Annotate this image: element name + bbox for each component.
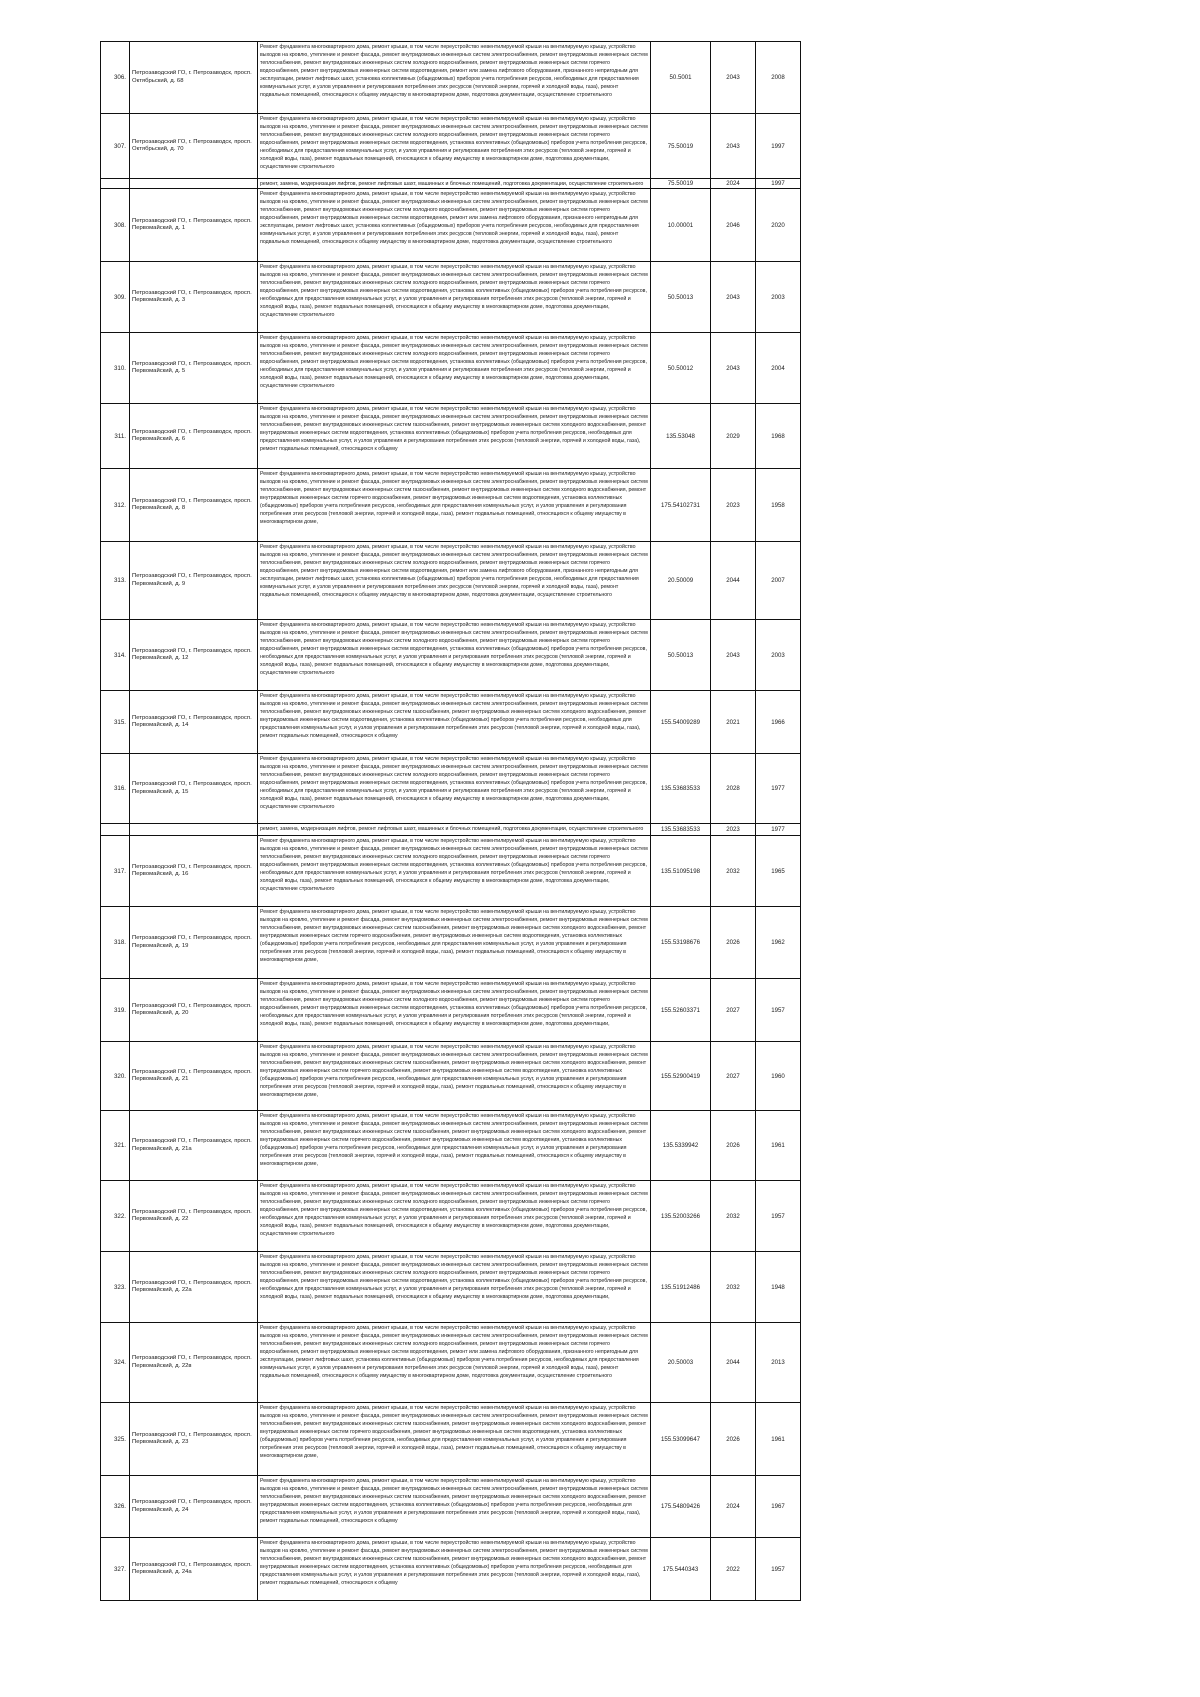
work-description-text: Ремонт фундамента многоквартирного дома, ремонт крыши, в том числе переустройство невентилируемой крыши на вентилируемую крышу, устройство выходов на кровлю, утепление и ремонт фасада, ремонт внутридомовых инженерных систем электроснабжения, ремонт внутридомовых инженерных систем теплоснабжения, ремонт внутридомовых инженерных систем холодного водоснабжения, ремонт внутридомовых инженерных систем горячего водоснабжения, ремонт внутридомовых инженерных систем водоотведения, ремонт или замена лифтового оборудования, признанного непригодным для эксплуатации, ремонт лифтовых шахт, установка коллективных (общедомовых) приборов учета потребления ресурсов, необходимых для предоставления коммунальных услуг, и узлов управления и регулирования потребления этих ресурсов (тепловой энергии, горячей и холодной воды, газа), ремонт подвальных помещений, относящихся к общему имуществу в многоквартирном доме, подготовка документации, осуществление строительного	[260, 1325, 648, 1379]
work-description-text: Ремонт фундамента многоквартирного дома, ремонт крыши, в том числе переустройство невентилируемой крыши на вентилируемую крышу, устройство выходов на кровлю, утепление и ремонт фасада, ремонт внутридомовых инженерных систем электроснабжения, ремонт внутридомовых инженерных систем теплоснабжения, ремонт внутридомовых инженерных систем газоснабжения, ремонт внутридомовых инженерных систем холодного водоснабжения, ремонт внутридомовых инженерных систем горячего водоснабжения, ремонт внутридомовых инженерных систем водоотведения, установка коллективных (общедомовых) приборов учета потребления ресурсов, необходимых для предоставления коммунальных услуг, и узлов управления и регулирования потребления этих ресурсов (тепловой энергии, горячей и холодной воды, газа), ремонт подвальных помещений, относящихся к общему имуществу в многоквартирном доме,	[260, 1113, 648, 1167]
work-description-text: ремонт, замена, модернизация лифтов, ремонт лифтовых шахт, машинных и блочных помещений, подготовка документации, осуществление строительного	[260, 826, 644, 832]
work-description-text: Ремонт фундамента многоквартирного дома, ремонт крыши, в том числе переустройство невентилируемой крыши на вентилируемую крышу, устройство выходов на кровлю, утепление и ремонт фасада, ремонт внутридомовых инженерных систем электроснабжения, ремонт внутридомовых инженерных систем теплоснабжения, ремонт внутридомовых инженерных систем холодного водоснабжения, ремонт внутридомовых инженерных систем горячего водоснабжения, ремонт внутридомовых инженерных систем водоотведения, ремонт или замена лифтового оборудования, признанного непригодным для эксплуатации, ремонт лифтовых шахт, установка коллективных (общедомовых) приборов учета потребления ресурсов, необходимых для предоставления коммунальных услуг, и узлов управления и регулирования потребления этих ресурсов (тепловой энергии, горячей и холодной воды, газа), ремонт подвальных помещений, относящихся к общему имуществу в многоквартирном доме, подготовка документации, осуществление строительного	[260, 191, 648, 245]
table-row	[101, 836, 801, 907]
row-number: 322.	[101, 1181, 130, 1252]
work-description	[258, 620, 651, 691]
house-address: Петрозаводский ГО, г. Петрозаводск, просп. Первомайский, д. 20	[130, 979, 258, 1042]
table-row	[101, 754, 801, 824]
row-number: 315.	[101, 691, 130, 754]
cost-value: 175.5440343	[651, 1538, 711, 1601]
work-description-text: Ремонт фундамента многоквартирного дома, ремонт крыши, в том числе переустройство невентилируемой крыши на вентилируемую крышу, устройство выходов на кровлю, утепление и ремонт фасада, ремонт внутридомовых инженерных систем электроснабжения, ремонт внутридомовых инженерных систем теплоснабжения, ремонт внутридомовых инженерных систем газоснабжения, ремонт внутридомовых инженерных систем холодного водоснабжения, ремонт внутридомовых инженерных систем водоотведения, установка коллективных (общедомовых) приборов учета потребления ресурсов, необходимых для предоставления коммунальных услуг, и узлов управления и регулирования потребления этих ресурсов (тепловой энергии, горячей и холодной воды, газа), ремонт подвальных помещений, относящихся к общему	[260, 1540, 648, 1586]
house-address	[130, 824, 258, 836]
row-number: 311.	[101, 404, 130, 469]
cost-value: 175.54809426	[651, 1476, 711, 1538]
cost-value: 20.50009	[651, 542, 711, 620]
house-address	[130, 179, 258, 189]
row-number: 319.	[101, 979, 130, 1042]
cost-value: 135.52003266	[651, 1181, 711, 1252]
work-description	[258, 1403, 651, 1476]
planned-year: 2032	[711, 836, 756, 907]
row-number: 312.	[101, 469, 130, 542]
built-year: 1966	[756, 691, 801, 754]
work-description	[258, 333, 651, 404]
cost-value: 75.50019	[651, 114, 711, 179]
planned-year: 2021	[711, 691, 756, 754]
work-description-text: Ремонт фундамента многоквартирного дома, ремонт крыши, в том числе переустройство невентилируемой крыши на вентилируемую крышу, устройство выходов на кровлю, утепление и ремонт фасада, ремонт внутридомовых инженерных систем электроснабжения, ремонт внутридомовых инженерных систем теплоснабжения, ремонт внутридомовых инженерных систем газоснабжения, ремонт внутридомовых инженерных систем холодного водоснабжения, ремонт внутридомовых инженерных систем водоотведения, установка коллективных (общедомовых) приборов учета потребления ресурсов, необходимых для предоставления коммунальных услуг, и узлов управления и регулирования потребления этих ресурсов (тепловой энергии, горячей и холодной воды, газа), ремонт подвальных помещений, относящихся к общему	[260, 1478, 648, 1524]
house-address: Петрозаводский ГО, г. Петрозаводск, просп. Первомайский, д. 12	[130, 620, 258, 691]
work-description	[258, 1476, 651, 1538]
work-description-text: Ремонт фундамента многоквартирного дома, ремонт крыши, в том числе переустройство невентилируемой крыши на вентилируемую крышу, устройство выходов на кровлю, утепление и ремонт фасада, ремонт внутридомовых инженерных систем электроснабжения, ремонт внутридомовых инженерных систем теплоснабжения, ремонт внутридомовых инженерных систем холодного водоснабжения, ремонт внутридомовых инженерных систем горячего водоснабжения, ремонт внутридомовых инженерных систем водоотведения, ремонт или замена лифтового оборудования, признанного непригодным для эксплуатации, ремонт лифтовых шахт, установка коллективных (общедомовых) приборов учета потребления ресурсов, необходимых для предоставления коммунальных услуг, и узлов управления и регулирования потребления этих ресурсов (тепловой энергии, горячей и холодной воды, газа), ремонт подвальных помещений, относящихся к общему имуществу в многоквартирном доме, подготовка документации, осуществление строительного	[260, 544, 648, 598]
cost-value: 155.53198676	[651, 907, 711, 979]
house-address: Петрозаводский ГО, г. Петрозаводск, просп. Первомайский, д. 14	[130, 691, 258, 754]
row-number: 307.	[101, 114, 130, 179]
work-description	[258, 754, 651, 824]
cost-value: 155.52900419	[651, 1042, 711, 1111]
cost-value: 155.54009289	[651, 691, 711, 754]
work-description	[258, 1252, 651, 1323]
table-row	[101, 1323, 801, 1403]
built-year: 1957	[756, 1181, 801, 1252]
table-row	[101, 979, 801, 1042]
table-row	[101, 1252, 801, 1323]
row-number: 309.	[101, 262, 130, 333]
built-year: 2008	[756, 42, 801, 114]
row-number: 318.	[101, 907, 130, 979]
table-row	[101, 907, 801, 979]
built-year: 1957	[756, 979, 801, 1042]
work-description	[258, 262, 651, 333]
cost-value: 50.5001	[651, 42, 711, 114]
work-description-text: Ремонт фундамента многоквартирного дома, ремонт крыши, в том числе переустройство невентилируемой крыши на вентилируемую крышу, устройство выходов на кровлю, утепление и ремонт фасада, ремонт внутридомовых инженерных систем электроснабжения, ремонт внутридомовых инженерных систем теплоснабжения, ремонт внутридомовых инженерных систем газоснабжения, ремонт внутридомовых инженерных систем холодного водоснабжения, ремонт внутридомовых инженерных систем горячего водоснабжения, ремонт внутридомовых инженерных систем водоотведения, установка коллективных (общедомовых) приборов учета потребления ресурсов, необходимых для предоставления коммунальных услуг, и узлов управления и регулирования потребления этих ресурсов (тепловой энергии, горячей и холодной воды, газа), ремонт подвальных помещений, относящихся к общему имуществу в многоквартирном доме,	[260, 1405, 648, 1459]
table-row	[101, 404, 801, 469]
cost-value: 135.51912486	[651, 1252, 711, 1323]
house-address: Петрозаводский ГО, г. Петрозаводск, просп. Первомайский, д. 23	[130, 1403, 258, 1476]
built-year: 1962	[756, 907, 801, 979]
planned-year: 2043	[711, 114, 756, 179]
row-number: 314.	[101, 620, 130, 691]
built-year: 1997	[756, 114, 801, 179]
work-description-text: Ремонт фундамента многоквартирного дома, ремонт крыши, в том числе переустройство невентилируемой крыши на вентилируемую крышу, устройство выходов на кровлю, утепление и ремонт фасада, ремонт внутридомовых инженерных систем электроснабжения, ремонт внутридомовых инженерных систем теплоснабжения, ремонт внутридомовых инженерных систем холодного водоснабжения, ремонт внутридомовых инженерных систем горячего водоснабжения, ремонт внутридомовых инженерных систем водоотведения, установка коллективных (общедомовых) приборов учета потребления ресурсов, необходимых для предоставления коммунальных услуг, и узлов управления и регулирования потребления этих ресурсов (тепловой энергии, горячей и холодной воды, газа), ремонт подвальных помещений, относящихся к общему имуществу в многоквартирном доме, подготовка документации, осуществление строительного	[260, 335, 648, 389]
planned-year: 2027	[711, 979, 756, 1042]
cost-value: 75.50019	[651, 179, 711, 189]
work-description-text: Ремонт фундамента многоквартирного дома, ремонт крыши, в том числе переустройство невентилируемой крыши на вентилируемую крышу, устройство выходов на кровлю, утепление и ремонт фасада, ремонт внутридомовых инженерных систем электроснабжения, ремонт внутридомовых инженерных систем теплоснабжения, ремонт внутридомовых инженерных систем газоснабжения, ремонт внутридомовых инженерных систем холодного водоснабжения, ремонт внутридомовых инженерных систем горячего водоснабжения, ремонт внутридомовых инженерных систем водоотведения, установка коллективных (общедомовых) приборов учета потребления ресурсов, необходимых для предоставления коммунальных услуг, и узлов управления и регулирования потребления этих ресурсов (тепловой энергии, горячей и холодной воды, газа), ремонт подвальных помещений, относящихся к общему имуществу в многоквартирном доме,	[260, 471, 648, 525]
house-address: Петрозаводский ГО, г. Петрозаводск, просп. Первомайский, д. 22а	[130, 1252, 258, 1323]
work-description	[258, 469, 651, 542]
row-number	[101, 179, 130, 189]
table-row	[101, 542, 801, 620]
work-description	[258, 1323, 651, 1403]
planned-year: 2024	[711, 179, 756, 189]
table-row	[101, 1476, 801, 1538]
work-description-text: Ремонт фундамента многоквартирного дома, ремонт крыши, в том числе переустройство невентилируемой крыши на вентилируемую крышу, устройство выходов на кровлю, утепление и ремонт фасада, ремонт внутридомовых инженерных систем электроснабжения, ремонт внутридомовых инженерных систем теплоснабжения, ремонт внутридомовых инженерных систем холодного водоснабжения, ремонт внутридомовых инженерных систем горячего водоснабжения, ремонт внутридомовых инженерных систем водоотведения, установка коллективных (общедомовых) приборов учета потребления ресурсов, необходимых для предоставления коммунальных услуг, и узлов управления и регулирования потребления этих ресурсов (тепловой энергии, горячей и холодной воды, газа), ремонт подвальных помещений, относящихся к общему имуществу в многоквартирном доме, подготовка документации, осуществление строительного	[260, 622, 648, 676]
house-address: Петрозаводский ГО, г. Петрозаводск, просп. Октябрьский, д. 68	[130, 42, 258, 114]
house-address: Петрозаводский ГО, г. Петрозаводск, просп. Первомайский, д. 3	[130, 262, 258, 333]
house-address: Петрозаводский ГО, г. Петрозаводск, просп. Первомайский, д. 21а	[130, 1111, 258, 1181]
row-number: 313.	[101, 542, 130, 620]
house-address: Петрозаводский ГО, г. Петрозаводск, просп. Первомайский, д. 22в	[130, 1323, 258, 1403]
work-description-text: Ремонт фундамента многоквартирного дома, ремонт крыши, в том числе переустройство невентилируемой крыши на вентилируемую крышу, устройство выходов на кровлю, утепление и ремонт фасада, ремонт внутридомовых инженерных систем электроснабжения, ремонт внутридомовых инженерных систем теплоснабжения, ремонт внутридомовых инженерных систем холодного водоснабжения, ремонт внутридомовых инженерных систем горячего водоснабжения, ремонт внутридомовых инженерных систем водоотведения, установка коллективных (общедомовых) приборов учета потребления ресурсов, необходимых для предоставления коммунальных услуг, и узлов управления и регулирования потребления этих ресурсов (тепловой энергии, горячей и холодной воды, газа), ремонт подвальных помещений, относящихся к общему имуществу в многоквартирном доме, подготовка документации, осуществление строительного	[260, 756, 648, 810]
built-year: 1997	[756, 179, 801, 189]
cost-value: 50.50013	[651, 620, 711, 691]
row-number: 327.	[101, 1538, 130, 1601]
planned-year: 2032	[711, 1181, 756, 1252]
house-address: Петрозаводский ГО, г. Петрозаводск, просп. Первомайский, д. 6	[130, 404, 258, 469]
house-address: Петрозаводский ГО, г. Петрозаводск, просп. Первомайский, д. 5	[130, 333, 258, 404]
work-description	[258, 114, 651, 179]
row-number: 316.	[101, 754, 130, 824]
work-description	[258, 189, 651, 262]
cost-value: 20.50003	[651, 1323, 711, 1403]
cost-value: 50.50012	[651, 333, 711, 404]
planned-year: 2044	[711, 542, 756, 620]
work-description	[258, 542, 651, 620]
work-description	[258, 824, 651, 836]
table-body	[101, 42, 801, 1601]
planned-year: 2022	[711, 1538, 756, 1601]
built-year: 1960	[756, 1042, 801, 1111]
cost-value: 175.54102731	[651, 469, 711, 542]
planned-year: 2028	[711, 754, 756, 824]
built-year: 2020	[756, 189, 801, 262]
planned-year: 2044	[711, 1323, 756, 1403]
work-description-text: Ремонт фундамента многоквартирного дома, ремонт крыши, в том числе переустройство невентилируемой крыши на вентилируемую крышу, устройство выходов на кровлю, утепление и ремонт фасада, ремонт внутридомовых инженерных систем электроснабжения, ремонт внутридомовых инженерных систем теплоснабжения, ремонт внутридомовых инженерных систем газоснабжения, ремонт внутридомовых инженерных систем холодного водоснабжения, ремонт внутридомовых инженерных систем водоотведения, установка коллективных (общедомовых) приборов учета потребления ресурсов, необходимых для предоставления коммунальных услуг, и узлов управления и регулирования потребления этих ресурсов (тепловой энергии, горячей и холодной воды, газа), ремонт подвальных помещений, относящихся к общему	[260, 406, 648, 452]
work-description	[258, 1111, 651, 1181]
table-row	[101, 262, 801, 333]
table-row	[101, 691, 801, 754]
work-description-text: Ремонт фундамента многоквартирного дома, ремонт крыши, в том числе переустройство невентилируемой крыши на вентилируемую крышу, устройство выходов на кровлю, утепление и ремонт фасада, ремонт внутридомовых инженерных систем электроснабжения, ремонт внутридомовых инженерных систем теплоснабжения, ремонт внутридомовых инженерных систем газоснабжения, ремонт внутридомовых инженерных систем холодного водоснабжения, ремонт внутридомовых инженерных систем горячего водоснабжения, ремонт внутридомовых инженерных систем водоотведения, установка коллективных (общедомовых) приборов учета потребления ресурсов, необходимых для предоставления коммунальных услуг, и узлов управления и регулирования потребления этих ресурсов (тепловой энергии, горячей и холодной воды, газа), ремонт подвальных помещений, относящихся к общему имуществу в многоквартирном доме,	[260, 909, 648, 963]
work-description	[258, 42, 651, 114]
cost-value: 135.53683533	[651, 754, 711, 824]
table-row	[101, 824, 801, 836]
work-description	[258, 907, 651, 979]
work-description	[258, 691, 651, 754]
planned-year: 2024	[711, 1476, 756, 1538]
house-address: Петрозаводский ГО, г. Петрозаводск, просп. Первомайский, д. 15	[130, 754, 258, 824]
work-description-text: Ремонт фундамента многоквартирного дома, ремонт крыши, в том числе переустройство невентилируемой крыши на вентилируемую крышу, устройство выходов на кровлю, утепление и ремонт фасада, ремонт внутридомовых инженерных систем электроснабжения, ремонт внутридомовых инженерных систем теплоснабжения, ремонт внутридомовых инженерных систем холодного водоснабжения, ремонт внутридомовых инженерных систем горячего водоснабжения, ремонт внутридомовых инженерных систем водоотведения, установка коллективных (общедомовых) приборов учета потребления ресурсов, необходимых для предоставления коммунальных услуг, и узлов управления и регулирования потребления этих ресурсов (тепловой энергии, горячей и холодной воды, газа), ремонт подвальных помещений, относящихся к общему имуществу в многоквартирном доме, подготовка документации,	[260, 1254, 648, 1300]
row-number: 326.	[101, 1476, 130, 1538]
house-address: Петрозаводский ГО, г. Петрозаводск, просп. Первомайский, д. 21	[130, 1042, 258, 1111]
built-year: 1977	[756, 754, 801, 824]
built-year: 1958	[756, 469, 801, 542]
planned-year: 2023	[711, 824, 756, 836]
work-description-text: Ремонт фундамента многоквартирного дома, ремонт крыши, в том числе переустройство невентилируемой крыши на вентилируемую крышу, устройство выходов на кровлю, утепление и ремонт фасада, ремонт внутридомовых инженерных систем электроснабжения, ремонт внутридомовых инженерных систем теплоснабжения, ремонт внутридомовых инженерных систем холодного водоснабжения, ремонт внутридомовых инженерных систем горячего водоснабжения, ремонт внутридомовых инженерных систем водоотведения, установка коллективных (общедомовых) приборов учета потребления ресурсов, необходимых для предоставления коммунальных услуг, и узлов управления и регулирования потребления этих ресурсов (тепловой энергии, горячей и холодной воды, газа), ремонт подвальных помещений, относящихся к общему имуществу в многоквартирном доме, подготовка документации,	[260, 981, 648, 1027]
planned-year: 2043	[711, 262, 756, 333]
row-number: 320.	[101, 1042, 130, 1111]
repair-plan-table	[100, 41, 801, 1601]
cost-value: 50.50013	[651, 262, 711, 333]
work-description-text: ремонт, замена, модернизация лифтов, ремонт лифтовых шахт, машинных и блочных помещений, подготовка документации, осуществление строительного	[260, 181, 644, 187]
work-description-text: Ремонт фундамента многоквартирного дома, ремонт крыши, в том числе переустройство невентилируемой крыши на вентилируемую крышу, устройство выходов на кровлю, утепление и ремонт фасада, ремонт внутридомовых инженерных систем электроснабжения, ремонт внутридомовых инженерных систем теплоснабжения, ремонт внутридомовых инженерных систем холодного водоснабжения, ремонт внутридомовых инженерных систем горячего водоснабжения, ремонт внутридомовых инженерных систем водоотведения, установка коллективных (общедомовых) приборов учета потребления ресурсов, необходимых для предоставления коммунальных услуг, и узлов управления и регулирования потребления этих ресурсов (тепловой энергии, горячей и холодной воды, газа), ремонт подвальных помещений, относящихся к общему имуществу в многоквартирном доме, подготовка документации, осуществление строительного	[260, 838, 648, 892]
table-row	[101, 189, 801, 262]
cost-value: 155.53099647	[651, 1403, 711, 1476]
built-year: 1977	[756, 824, 801, 836]
row-number: 321.	[101, 1111, 130, 1181]
built-year: 1948	[756, 1252, 801, 1323]
built-year: 1961	[756, 1111, 801, 1181]
work-description	[258, 836, 651, 907]
planned-year: 2043	[711, 42, 756, 114]
cost-value: 135.53048	[651, 404, 711, 469]
built-year: 2003	[756, 262, 801, 333]
table-row	[101, 114, 801, 179]
built-year: 2007	[756, 542, 801, 620]
built-year: 1957	[756, 1538, 801, 1601]
house-address: Петрозаводский ГО, г. Петрозаводск, просп. Первомайский, д. 16	[130, 836, 258, 907]
row-number: 317.	[101, 836, 130, 907]
work-description-text: Ремонт фундамента многоквартирного дома, ремонт крыши, в том числе переустройство невентилируемой крыши на вентилируемую крышу, устройство выходов на кровлю, утепление и ремонт фасада, ремонт внутридомовых инженерных систем электроснабжения, ремонт внутридомовых инженерных систем теплоснабжения, ремонт внутридомовых инженерных систем газоснабжения, ремонт внутридомовых инженерных систем холодного водоснабжения, ремонт внутридомовых инженерных систем горячего водоснабжения, ремонт внутридомовых инженерных систем водоотведения, установка коллективных (общедомовых) приборов учета потребления ресурсов, необходимых для предоставления коммунальных услуг, и узлов управления и регулирования потребления этих ресурсов (тепловой энергии, горячей и холодной воды, газа), ремонт подвальных помещений, относящихся к общему имуществу в многоквартирном доме,	[260, 1044, 648, 1098]
row-number: 324.	[101, 1323, 130, 1403]
planned-year: 2043	[711, 333, 756, 404]
table-row	[101, 620, 801, 691]
work-description	[258, 404, 651, 469]
table-row	[101, 1042, 801, 1111]
cost-value: 135.53683533	[651, 824, 711, 836]
house-address: Петрозаводский ГО, г. Петрозаводск, просп. Первомайский, д. 22	[130, 1181, 258, 1252]
built-year: 2004	[756, 333, 801, 404]
built-year: 1965	[756, 836, 801, 907]
house-address: Петрозаводский ГО, г. Петрозаводск, просп. Октябрьский, д. 70	[130, 114, 258, 179]
work-description	[258, 1181, 651, 1252]
planned-year: 2032	[711, 1252, 756, 1323]
planned-year: 2027	[711, 1042, 756, 1111]
planned-year: 2046	[711, 189, 756, 262]
table-row	[101, 1538, 801, 1601]
house-address: Петрозаводский ГО, г. Петрозаводск, просп. Первомайский, д. 1	[130, 189, 258, 262]
cost-value: 155.52603371	[651, 979, 711, 1042]
work-description-text: Ремонт фундамента многоквартирного дома, ремонт крыши, в том числе переустройство невентилируемой крыши на вентилируемую крышу, устройство выходов на кровлю, утепление и ремонт фасада, ремонт внутридомовых инженерных систем электроснабжения, ремонт внутридомовых инженерных систем теплоснабжения, ремонт внутридомовых инженерных систем газоснабжения, ремонт внутридомовых инженерных систем холодного водоснабжения, ремонт внутридомовых инженерных систем водоотведения, установка коллективных (общедомовых) приборов учета потребления ресурсов, необходимых для предоставления коммунальных услуг, и узлов управления и регулирования потребления этих ресурсов (тепловой энергии, горячей и холодной воды, газа), ремонт подвальных помещений, относящихся к общему	[260, 693, 648, 739]
table-row	[101, 333, 801, 404]
built-year: 1961	[756, 1403, 801, 1476]
row-number: 308.	[101, 189, 130, 262]
work-description	[258, 1042, 651, 1111]
cost-value: 10.00001	[651, 189, 711, 262]
table-row	[101, 42, 801, 114]
built-year: 2003	[756, 620, 801, 691]
row-number: 325.	[101, 1403, 130, 1476]
planned-year: 2023	[711, 469, 756, 542]
work-description	[258, 979, 651, 1042]
work-description-text: Ремонт фундамента многоквартирного дома, ремонт крыши, в том числе переустройство невентилируемой крыши на вентилируемую крышу, устройство выходов на кровлю, утепление и ремонт фасада, ремонт внутридомовых инженерных систем электроснабжения, ремонт внутридомовых инженерных систем теплоснабжения, ремонт внутридомовых инженерных систем холодного водоснабжения, ремонт внутридомовых инженерных систем горячего водоснабжения, ремонт внутридомовых инженерных систем водоотведения, ремонт или замена лифтового оборудования, признанного непригодным для эксплуатации, ремонт лифтовых шахт, установка коллективных (общедомовых) приборов учета потребления ресурсов, необходимых для предоставления коммунальных услуг, и узлов управления и регулирования потребления этих ресурсов (тепловой энергии, горячей и холодной воды, газа), ремонт подвальных помещений, относящихся к общему имуществу в многоквартирном доме, подготовка документации, осуществление строительного	[260, 44, 648, 98]
work-description-text: Ремонт фундамента многоквартирного дома, ремонт крыши, в том числе переустройство невентилируемой крыши на вентилируемую крышу, устройство выходов на кровлю, утепление и ремонт фасада, ремонт внутридомовых инженерных систем электроснабжения, ремонт внутридомовых инженерных систем теплоснабжения, ремонт внутридомовых инженерных систем холодного водоснабжения, ремонт внутридомовых инженерных систем горячего водоснабжения, ремонт внутридомовых инженерных систем водоотведения, установка коллективных (общедомовых) приборов учета потребления ресурсов, необходимых для предоставления коммунальных услуг, и узлов управления и регулирования потребления этих ресурсов (тепловой энергии, горячей и холодной воды, газа), ремонт подвальных помещений, относящихся к общему имуществу в многоквартирном доме, подготовка документации, осуществление строительного	[260, 264, 648, 318]
cost-value: 135.51095198	[651, 836, 711, 907]
cost-value: 135.5339942	[651, 1111, 711, 1181]
row-number: 310.	[101, 333, 130, 404]
table-row	[101, 1403, 801, 1476]
work-description-text: Ремонт фундамента многоквартирного дома, ремонт крыши, в том числе переустройство невентилируемой крыши на вентилируемую крышу, устройство выходов на кровлю, утепление и ремонт фасада, ремонт внутридомовых инженерных систем электроснабжения, ремонт внутридомовых инженерных систем теплоснабжения, ремонт внутридомовых инженерных систем холодного водоснабжения, ремонт внутридомовых инженерных систем горячего водоснабжения, ремонт внутридомовых инженерных систем водоотведения, установка коллективных (общедомовых) приборов учета потребления ресурсов, необходимых для предоставления коммунальных услуг, и узлов управления и регулирования потребления этих ресурсов (тепловой энергии, горячей и холодной воды, газа), ремонт подвальных помещений, относящихся к общему имуществу в многоквартирном доме, подготовка документации, осуществление строительного	[260, 1183, 648, 1237]
work-description-text: Ремонт фундамента многоквартирного дома, ремонт крыши, в том числе переустройство невентилируемой крыши на вентилируемую крышу, устройство выходов на кровлю, утепление и ремонт фасада, ремонт внутридомовых инженерных систем электроснабжения, ремонт внутридомовых инженерных систем теплоснабжения, ремонт внутридомовых инженерных систем холодного водоснабжения, ремонт внутридомовых инженерных систем горячего водоснабжения, ремонт внутридомовых инженерных систем водоотведения, установка коллективных (общедомовых) приборов учета потребления ресурсов, необходимых для предоставления коммунальных услуг, и узлов управления и регулирования потребления этих ресурсов (тепловой энергии, горячей и холодной воды, газа), ремонт подвальных помещений, относящихся к общему имуществу в многоквартирном доме, подготовка документации, осуществление строительного	[260, 116, 648, 170]
house-address: Петрозаводский ГО, г. Петрозаводск, просп. Первомайский, д. 8	[130, 469, 258, 542]
planned-year: 2029	[711, 404, 756, 469]
planned-year: 2026	[711, 1403, 756, 1476]
planned-year: 2026	[711, 1111, 756, 1181]
planned-year: 2043	[711, 620, 756, 691]
planned-year: 2026	[711, 907, 756, 979]
built-year: 2013	[756, 1323, 801, 1403]
table-row	[101, 1111, 801, 1181]
house-address: Петрозаводский ГО, г. Петрозаводск, просп. Первомайский, д. 24а	[130, 1538, 258, 1601]
house-address: Петрозаводский ГО, г. Петрозаводск, просп. Первомайский, д. 9	[130, 542, 258, 620]
row-number: 306.	[101, 42, 130, 114]
built-year: 1968	[756, 404, 801, 469]
work-description	[258, 179, 651, 189]
row-number	[101, 824, 130, 836]
work-description	[258, 1538, 651, 1601]
table-row	[101, 469, 801, 542]
table-row	[101, 1181, 801, 1252]
table-row	[101, 179, 801, 189]
row-number: 323.	[101, 1252, 130, 1323]
house-address: Петрозаводский ГО, г. Петрозаводск, просп. Первомайский, д. 24	[130, 1476, 258, 1538]
built-year: 1967	[756, 1476, 801, 1538]
house-address: Петрозаводский ГО, г. Петрозаводск, просп. Первомайский, д. 19	[130, 907, 258, 979]
